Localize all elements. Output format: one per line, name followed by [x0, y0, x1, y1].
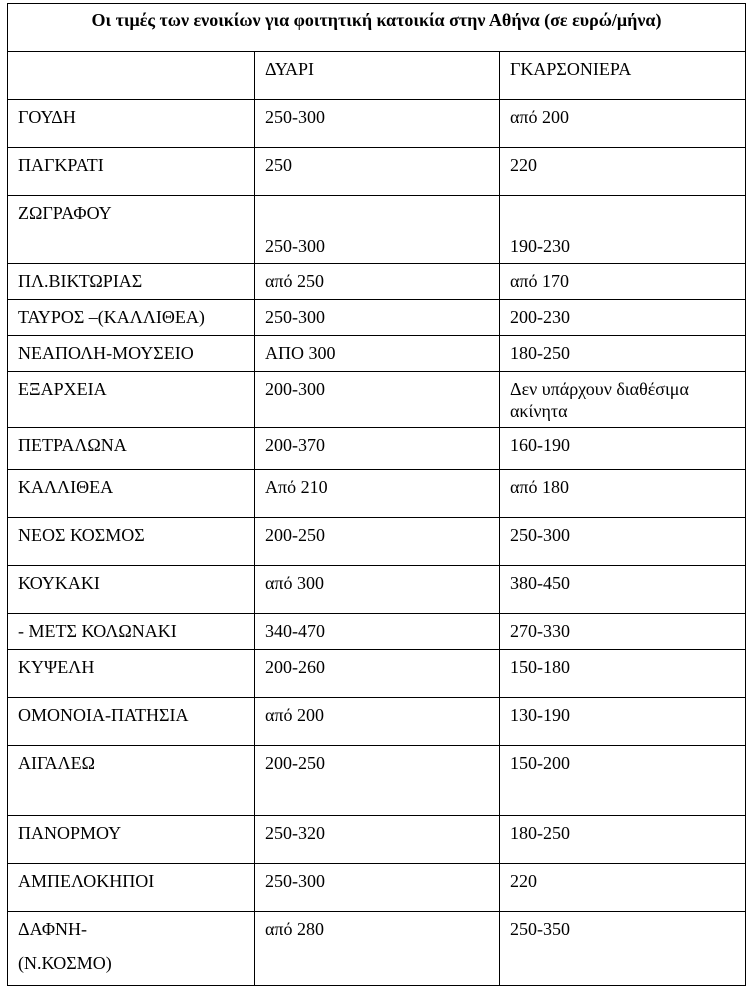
- duari-cell: από 280: [255, 912, 500, 986]
- area-cell: ΝΕΑΠΟΛΗ-ΜΟΥΣΕΙΟ: [8, 336, 255, 372]
- duari-cell: 200-260: [255, 650, 500, 698]
- header-row: [8, 52, 746, 100]
- table-row: [8, 518, 746, 566]
- area-cell: ΠΕΤΡΑΛΩΝΑ: [8, 428, 255, 470]
- area-line-1: ΔΑΦΝΗ-: [18, 919, 87, 939]
- duari-cell: [255, 196, 500, 264]
- studio-cell: 380-450: [500, 566, 746, 614]
- duari-cell: 200-250: [255, 746, 500, 816]
- duari-cell: Από 210: [255, 470, 500, 518]
- table-row: [8, 566, 746, 614]
- header-studio: ΓΚΑΡΣΟΝΙΕΡΑ: [500, 52, 746, 100]
- duari-cell: ΑΠΟ 300: [255, 336, 500, 372]
- duari-value: 250-300: [265, 236, 325, 256]
- studio-cell: από 180: [500, 470, 746, 518]
- studio-cell: 150-180: [500, 650, 746, 698]
- table-row: [8, 196, 746, 264]
- studio-cell: Δεν υπάρχουν διαθέσιμα ακίνητα: [500, 372, 746, 428]
- studio-cell: 180-250: [500, 336, 746, 372]
- studio-cell: 200-230: [500, 300, 746, 336]
- table-row: [8, 336, 746, 372]
- table-row: [8, 264, 746, 300]
- area-cell: ΑΙΓΑΛΕΩ: [8, 746, 255, 816]
- table-row: [8, 470, 746, 518]
- duari-cell: 340-470: [255, 614, 500, 650]
- area-cell: ΚΥΨΕΛΗ: [8, 650, 255, 698]
- area-cell: ΚΑΛΛΙΘΕΑ: [8, 470, 255, 518]
- area-cell: ΓΟΥΔΗ: [8, 100, 255, 148]
- duari-cell: 200-300: [255, 372, 500, 428]
- studio-cell: 160-190: [500, 428, 746, 470]
- duari-cell: από 300: [255, 566, 500, 614]
- table-row: [8, 698, 746, 746]
- rent-prices-table: [7, 3, 746, 986]
- studio-cell: [500, 196, 746, 264]
- studio-cell: 220: [500, 864, 746, 912]
- area-cell: ΚΟΥΚΑΚΙ: [8, 566, 255, 614]
- area-cell: ΤΑΥΡΟΣ –(ΚΑΛΛΙΘΕΑ): [8, 300, 255, 336]
- area-cell: - ΜΕΤΣ ΚΟΛΩΝΑΚΙ: [8, 614, 255, 650]
- table-row: [8, 912, 746, 986]
- studio-cell: 130-190: [500, 698, 746, 746]
- table-row: [8, 650, 746, 698]
- title-row: [8, 4, 746, 52]
- duari-cell: από 200: [255, 698, 500, 746]
- area-cell: ΟΜΟΝΟΙΑ-ΠΑΤΗΣΙΑ: [8, 698, 255, 746]
- area-cell: ΝΕΟΣ ΚΟΣΜΟΣ: [8, 518, 255, 566]
- table-row: [8, 148, 746, 196]
- studio-cell: 270-330: [500, 614, 746, 650]
- duari-cell: 250-300: [255, 864, 500, 912]
- table-title: Οι τιμές των ενοικίων για φοιτητική κατοικία στην Αθήνα (σε ευρώ/μήνα): [8, 4, 746, 52]
- table-row: [8, 300, 746, 336]
- duari-cell: 250: [255, 148, 500, 196]
- duari-cell: από 250: [255, 264, 500, 300]
- table-row: [8, 864, 746, 912]
- table-row: [8, 746, 746, 816]
- duari-cell: 200-370: [255, 428, 500, 470]
- table-row: [8, 428, 746, 470]
- table-row: [8, 100, 746, 148]
- duari-cell: 200-250: [255, 518, 500, 566]
- studio-cell: 220: [500, 148, 746, 196]
- header-area: [8, 52, 255, 100]
- studio-cell: 150-200: [500, 746, 746, 816]
- duari-cell: 250-300: [255, 100, 500, 148]
- area-cell: ΠΑΓΚΡΑΤΙ: [8, 148, 255, 196]
- area-cell: ΕΞΑΡΧΕΙΑ: [8, 372, 255, 428]
- studio-cell: από 170: [500, 264, 746, 300]
- area-cell: ΠΑΝΟΡΜΟΥ: [8, 816, 255, 864]
- area-cell: [8, 912, 255, 986]
- studio-cell: από 200: [500, 100, 746, 148]
- table-row: [8, 816, 746, 864]
- duari-cell: 250-300: [255, 300, 500, 336]
- studio-cell: 250-350: [500, 912, 746, 986]
- area-line-2: (Ν.ΚΟΣΜΟ): [18, 953, 112, 973]
- area-cell: ΑΜΠΕΛΟΚΗΠΟΙ: [8, 864, 255, 912]
- studio-cell: 180-250: [500, 816, 746, 864]
- table-row: [8, 372, 746, 428]
- duari-cell: 250-320: [255, 816, 500, 864]
- area-cell: ΠΛ.ΒΙΚΤΩΡΙΑΣ: [8, 264, 255, 300]
- studio-value: 190-230: [510, 236, 570, 256]
- header-duari: ΔΥΑΡΙ: [255, 52, 500, 100]
- studio-cell: 250-300: [500, 518, 746, 566]
- table-row: [8, 614, 746, 650]
- area-cell: ΖΩΓΡΑΦΟΥ: [8, 196, 255, 264]
